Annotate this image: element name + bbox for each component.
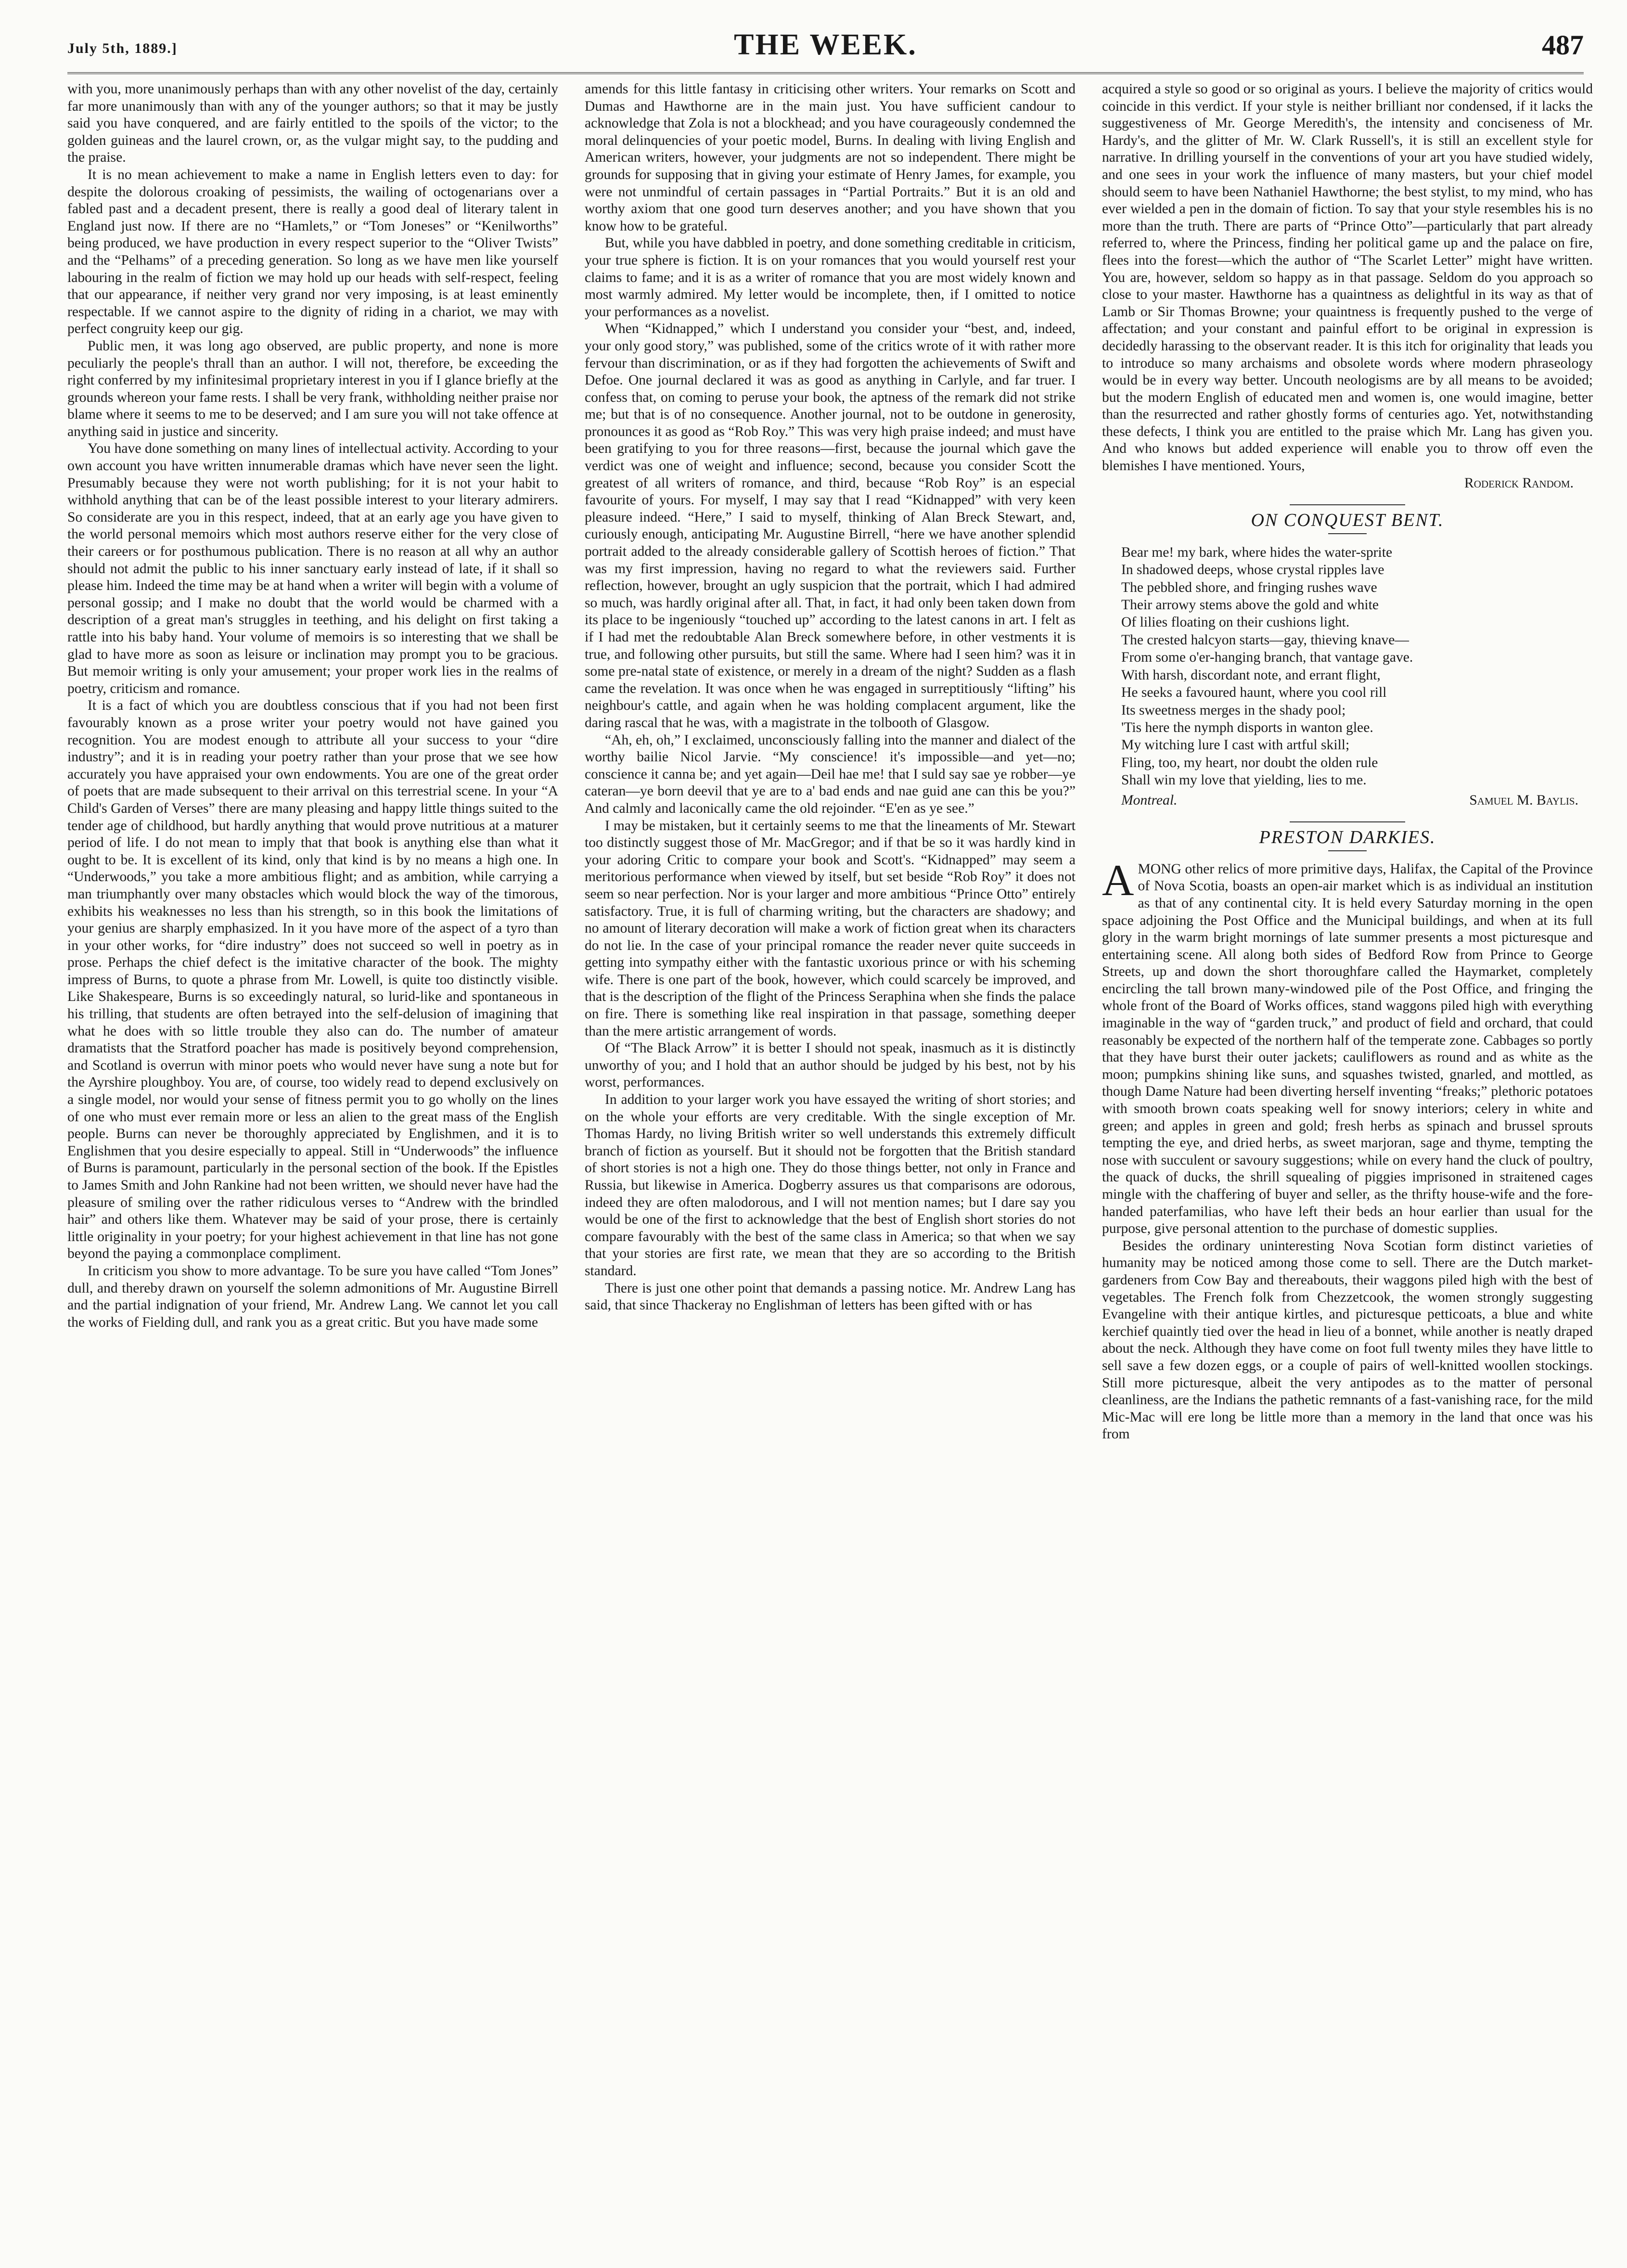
- poem-line: Its sweetness merges in the shady pool;: [1121, 702, 1346, 718]
- paragraph: In criticism you show to more advantage. To be sure you have called “Tom Jones” dull, and thereby drawn on yourself the solemn admonitions of Mr. Augustine Birrell and the partial indignation of your friend, Mr. Andrew Lang. We cannot let you call the works of Fielding dull, and rank you as a great critic. But you have made some: [67, 1263, 558, 1330]
- paragraph: It is no mean achievement to make a name in English letters even to day: for despite the dolorous croaking of pessimists, the wailing of octogenarians over a fabled past and a decadent present, there is really a good deal of literary talent in England just now. If there are no “Hamlets,” or “Tom Joneses” or “Kenilworths” being produced, we have production in every respect superior to the “Oliver Twists” and the “Pelhams” of a preceding generation. So long as we have men like yourself labouring in the realm of fiction we may hold up our heads with self-respect, feeling that our appearance, if neither very grand nor very imposing, is at least eminently respectable. If we cannot aspire to the dignity of riding in a chariot, we may with perfect congruity keep our gig.: [67, 167, 558, 337]
- column-middle: [585, 81, 1076, 1314]
- poem-attribution: [1121, 792, 1578, 809]
- poem-line: From some o'er-hanging branch, that vantage gave.: [1121, 650, 1413, 666]
- paragraph: Public men, it was long ago observed, are public property, and none is more peculiarly the people's thrall than an author. I will not, therefore, be exceeding the right conferred by my infinitesimal proprietary interest in you if I glance briefly at the grounds whereon your fame rests. I shall be very frank, withholding neither praise nor blame where it seems to me to be deserved; and I am sure you will not take offence at anything said in justice and sincerity.: [67, 338, 558, 439]
- poem-line: The crested halcyon starts—gay, thieving knave—: [1121, 632, 1409, 648]
- paragraph: When “Kidnapped,” which I understand you consider your “best, and, indeed, your only good story,” was published, some of the critics wrote of it with rather more fervour than discrimination, or as if they had forgotten the achievements of Swift and Defoe. One journal declared it was as good as anything in Carlyle, and far truer. I confess that, on coming to peruse your book, the aptness of the remark did not strike me; but that is of no consequence. Another journal, not to be outdone in generosity, pronounces it as good as “Rob Roy.” This was very high praise indeed; and must have been gratifying to you for three reasons—first, because the journal which gave the verdict was one of weight and influence; second, because you consider Scott the greatest of all writers of romance, and third, because “Rob Roy” is an especial favourite of yours. For myself, I may say that I read “Kidnapped” with very keen pleasure indeed. “Here,” I said to myself, thinking of Alan Breck Stewart, and, curiously enough, anticipating Mr. Augustine Birrell, “here we have another splendid portrait added to the already considerable gallery of Scottish heroes of fiction.” That was my first impression, having no regard to what the reviewers said. Further reflection, however, brought an ugly suspicion that the portrait, which I had admired so much, was hardly original after all. That, in fact, it had only been taken down from its place to be ingeniously “touched up” according to the latest canons in art. I felt as if I had met the redoubtable Alan Breck somewhere before, in other vestments it is true, and following other pursuits, but still the same. Where had I seen him? was it in some pre-natal state of existence, or merely in a dream of the night? Sudden as a flash came the revelation. It was once when he was engaged in surreptitiously “lifting” his neighbour's cattle, and again when he was holding complacent argument, like the daring rascal that he was, with a magistrate in the tolbooth of Glasgow.: [585, 321, 1076, 730]
- column-right: [1102, 81, 1593, 1443]
- title-rule: [1328, 850, 1367, 851]
- article-text: MONG other relics of more primitive days, Halifax, the Capital of the Province of Nova Scotia, boasts an open-air market which is as individual an institution as that of any continental city. It is held every Saturday morning in the open space adjoining the Post Office and the Municipal buildings, and when at its full glory in the warm bright mornings of late summer presents a most picturesque and entertaining scene. All along both sides of Bedford Row from Prince to George Streets, up and down the short thoroughfare called the Haymarket, completely encircling the tall brown many-windowed pile of the Post Office, and fringing the whole front of the Board of Works offices, stand waggons piled high with everything imaginable in the way of “garden truck,” and product of field and orchard, that could reasonably be expected of the northern half of the temperate zone. Cabbages so portly that they have burst their outer jackets; cauliflowers as round and as white as the moon; pumpkins shining like suns, and squashes twisted, gnarled, and mottled, as though Dame Nature had been diverting herself inventing “freaks;” plethoric potatoes with smooth brown coats speaking well for snowy interiors; celery in white and green; and apples in green and gold; fresh herbs as spinach and brussel sprouts tempting the eye, and dried herbs, as sweet marjoran, sage and thyme, tempting the nose with succulent or savoury suggestions; while on every hand the cluck of poultry, the quack of ducks, the shrill squealing of piggies imprisoned in straitened cages mingle with the chaffering of buyer and seller, as the thrifty house-wife and the fore-handed paterfamilias, who have left their beds an hour earlier than usual for the purpose, give personal attention to the purchase of domestic supplies.: [1102, 861, 1593, 1237]
- paragraph: Of “The Black Arrow” it is better I should not speak, inasmuch as it is distinctly unworthy of you; and I hold that an author should be judged by his best, not by his worst, performances.: [585, 1040, 1076, 1090]
- poem-place: Montreal.: [1121, 792, 1178, 808]
- page-header: [67, 24, 1584, 67]
- drop-cap: A: [1102, 855, 1134, 905]
- poem-author: Samuel M. Baylis.: [1469, 792, 1578, 808]
- paragraph: In addition to your larger work you have essayed the writing of short stories; and on the whole your efforts are very creditable. With the single exception of Mr. Thomas Hardy, no living British writer so well understands this extremely difficult branch of fiction as yourself. But it should not be forgotten that the British standard of short stories is not a high one. They do those things better, not only in France and Russia, but likewise in America. Dogberry assures us that comparisons are odorous, indeed they are often malodorous, and I will not mention names; but I dare say you would be one of the first to acknowledge that the best of English short stories do not compare favourably with the best of the same class in America; so that when we say that your stories are first rate, we mean that they are so according to the British standard.: [585, 1092, 1076, 1279]
- poem-line: Of lilies floating on their cushions light.: [1121, 615, 1350, 630]
- paragraph: with you, more unanimously perhaps than with any other novelist of the day, certainly far more unanimously than with any of the younger authors; so that it may be justly said you have conquered, and are fairly entitled to the spoils of the victor; to the golden guineas and the laurel crown, or, as the vulgar might say, to the pudding and the praise.: [67, 81, 558, 166]
- section-divider: [1290, 504, 1405, 505]
- poem: [1121, 544, 1593, 789]
- paragraph: It is a fact of which you are doubtless conscious that if you had not been first favourably known as a prose writer your poetry would not have gained you recognition. You are modest enough to attribute all your success to your “dire industry”; and it is in reading your poetry rather than your prose that we see how accurately you have appraised your own endowments. You are one of the great order of poets that are made subsequent to their arrival on this terrestrial scene. In your “A Child's Garden of Verses” there are many pleasing and happy little things suited to the tender age of childhood, but hardly anything that would prove nutritious at a maturer period of life. I do not mean to imply that that book is anything else than what it ought to be. It is excellent of its kind, only that kind is by no means a high one. In “Underwoods,” you take a more ambitious flight; and as ambition, while carrying a man triumphantly over many obstacles which would block the way of the timorous, exhibits his weaknesses no less than his strength, so in this book the limitations of your genius are sharply emphasized. In it you have more of the aspect of a tyro than in your other works, for “dire industry” does not succeed so well in poetry as in prose. Perhaps the chief defect is the imitative character of the book. The mighty impress of Burns, to quote a phrase from Mr. Lowell, is quite too distinctly visible. Like Shakespeare, Burns is so exceedingly natural, so lurid-like and spontaneous in his trilling, that students are often betrayed into the self-delusion of imagining that what he does with so little trouble they also can do. The number of amateur dramatists that the Stratford poacher has made is positively beyond comprehension, and Scotland is overrun with minor poets who would never have sung a note but for the Ayrshire ploughboy. You are, of course, too widely read to depend exclusively on a single model, nor would your sense of fitness permit you to go wholly on the lines of one who must ever remain more or less an alien to the great mass of the English people. Burns can never be thoroughly appreciated by Englishmen, and it is to Englishmen that you desire especially to appeal. Still in “Underwoods” the influence of Burns is paramount, particularly in the personal section of the book. If the Epistles to James Smith and John Rankine had not been written, we should never have had the pleasure of smiling over the rather ridiculous verses to “Andrew with the brindled hair” and others like them. Whatever may be said of your prose, there is certainly little originality in your poetry; for your highest achievement in that line has not gone beyond the paying a commonplace compliment.: [67, 698, 558, 1262]
- paragraph: But, while you have dabbled in poetry, and done something creditable in criticism, your true sphere is fiction. It is on your romances that you would yourself rest your claims to fame; and it is as a writer of romance that you are most widely known and most warmly admired. My letter would be incomplete, then, if I omitted to notice your performances as a novelist.: [585, 235, 1076, 320]
- letter-signature: Roderick Random.: [1464, 475, 1574, 491]
- poem-line: The pebbled shore, and fringing rushes wave: [1121, 579, 1377, 595]
- poem-line: Fling, too, my heart, nor doubt the olden rule: [1121, 755, 1378, 770]
- paragraph: amends for this little fantasy in criticising other writers. Your remarks on Scott and Dumas and Hawthorne are in the main just. You have sufficient candour to acknowledge that Zola is not a blockhead; and you have courageously condemned the moral delinquencies of your poetic model, Burns. In dealing with living English and American writers, however, your judgments are not so independent. There might be grounds for supposing that in giving your estimate of Henry James, for example, you were not unmindful of certain passages in “Partial Portraits.” But it is an old and worthy axiom that one good turn deserves another; and you have shown that you know how to be grateful.: [585, 81, 1076, 234]
- paragraph: There is just one other point that demands a passing notice. Mr. Andrew Lang has said, that since Thackeray no Englishman of letters has been gifted with or has: [585, 1280, 1076, 1313]
- column-left: [67, 81, 558, 1331]
- article-title: PRESTON DARKIES.: [1259, 827, 1436, 848]
- header-rule: [67, 72, 1584, 74]
- issue-date: July 5th, 1889.]: [67, 40, 178, 56]
- poem-line: My witching lure I cast with artful skill;: [1121, 737, 1350, 753]
- poem-title: ON CONQUEST BENT.: [1251, 510, 1444, 531]
- paragraph: Besides the ordinary uninteresting Nova Scotian form distinct varieties of humanity may be noticed among those come to sell. There are the Dutch market-gardeners from Cow Bay and thereabouts, their waggons piled high with the best of vegetables. The French folk from Chezzetcook, the women strongly suggesting Evangeline with their antique kirtles, and picturesque petticoats, a blue and white kerchief quaintly tied over the head in lieu of a bonnet, while another is neatly draped about the neck. Although they have come on foot full twenty miles they have little to sell save a few dozen eggs, or a couple of pairs of well-knitted woollen stockings. Still more picturesque, albeit the very antipodes as to the matter of personal cleanliness, are the Indians the pathetic remnants of a fast-vanishing race, for the mild Mic-Mac will ere long be little more than a memory in the land that once was his from: [1102, 1238, 1593, 1442]
- publication-title: THE WEEK.: [734, 28, 917, 61]
- paragraph: “Ah, eh, oh,” I exclaimed, unconsciously falling into the manner and dialect of the worthy bailie Nicol Jarvie. “My conscience! it's impossible—and yet—no; conscience it canna be; and yet again—Deil hae me! that I suld say sae ye robber—ye cateran—ye born deevil that ye are to a' bad ends and nae guid ane can this be you?” And calmly and laconically came the old rejoinder. “E'en as ye see.”: [585, 732, 1076, 816]
- title-rule: [1328, 533, 1367, 534]
- poem-line: In shadowed deeps, whose crystal ripples lave: [1121, 562, 1384, 578]
- paragraph: I may be mistaken, but it certainly seems to me that the lineaments of Mr. Stewart too distinctly suggest those of Mr. MacGregor; and if that be so it was hardly kind in your adoring Critic to compare your book and Scott's. “Kidnapped” may seem a meritorious performance when viewed by itself, but set beside “Rob Roy” it does not seem so near perfection. Nor is your larger and more ambitious “Prince Otto” entirely satisfactory. True, it is full of charming writing, but the characters are shadowy; and no amount of literary decoration will make a work of fiction great when its characters do not lie. In the case of your principal romance the reader never quite succeeds in getting into sympathy either with the fantastic uxorious prince or with his scheming wife. There is one part of the book, however, which could scarcely be improved, and that is the description of the flight of the Princess Seraphina when she finds the palace on fire. There is something like real inspiration in that passage, something deeper than the mere artistic arrangement of words.: [585, 818, 1076, 1039]
- paragraph: You have done something on many lines of intellectual activity. According to your own account you have written innumerable dramas which have never seen the light. Presumably because they were not worth publishing; for it is not your habit to withhold anything that can be of the least possible interest to your literary admirers. So considerate are you in this respect, indeed, that at an early age you have given to the world personal memoirs which most authors reserve either for the very close of their careers or for posthumous publication. There is no reason at all why an author should not admit the public to his inner sanctuary early instead of late, if it shall so please him. Indeed the time may be at hand when a writer will begin with a volume of personal gossip; and I make no doubt that the world would be charmed with a description of a great man's struggles in teething, and his delight on first taking a rattle into his baby hand. Your volume of memoirs is so interesting that we shall be glad to have more as soon as leisure or inclination may prompt you to be gracious. But memoir writing is only your amusement; your proper work lies in the realms of poetry, criticism and romance.: [67, 441, 558, 696]
- article-paragraph: [1102, 855, 1593, 1238]
- page-number: 487: [1542, 29, 1584, 61]
- paragraph: acquired a style so good or so original as yours. I believe the majority of critics would coincide in this verdict. If your style is neither brilliant nor condensed, if it lacks the suggestiveness of Mr. George Meredith's, the intensity and conciseness of Mr. Hardy's, and the glitter of Mr. W. Clark Russell's, it is still an excellent style for narrative. In drilling yourself in the conventions of your art you have studied widely, and one sees in your work the influence of many masters, but your chief model should seem to have been Nathaniel Hawthorne; the best stylist, to my mind, who has ever wielded a pen in the domain of fiction. To say that your style resembles his is no more than the truth. There are parts of “Prince Otto”—particularly that part already referred to, where the Princess, finding her political game up and the palace on fire, flees into the forest—which the author of “The Scarlet Letter” might have written. You are, however, seldom so happy as in that passage. Seldom do you approach so close to your master. Hawthorne has a quaintness as delightful in its way as that of Lamb or Sir Thomas Browne; your quaintness is frequently pushed to the verge of affectation; and your constant and painful effort to be original in expression is decidedly harassing to the observant reader. It is this itch for originality that leads you to introduce so many archaisms and obsolete words where modern phraseology would be in every way better. Uncouth neologisms are by all means to be avoided; but the modern English of educated men and women is, one would imagine, better than the resurrected and rather ghostly forms of centuries ago. Yet, notwithstanding these defects, I think you are entitled to the praise which Mr. Lang has given you. And who knows but added experience will enable you to throw off even the blemishes I have mentioned. Yours,: [1102, 81, 1593, 474]
- poem-line: With harsh, discordant note, and errant flight,: [1121, 667, 1381, 683]
- poem-line: Their arrowy stems above the gold and white: [1121, 597, 1379, 613]
- poem-line: Shall win my love that yielding, lies to me.: [1121, 772, 1367, 788]
- poem-line: 'Tis here the nymph disports in wanton glee.: [1121, 719, 1373, 735]
- poem-line: Bear me! my bark, where hides the water-sprite: [1121, 544, 1393, 560]
- poem-line: He seeks a favoured haunt, where you cool rill: [1121, 685, 1387, 701]
- section-divider: [1290, 821, 1405, 822]
